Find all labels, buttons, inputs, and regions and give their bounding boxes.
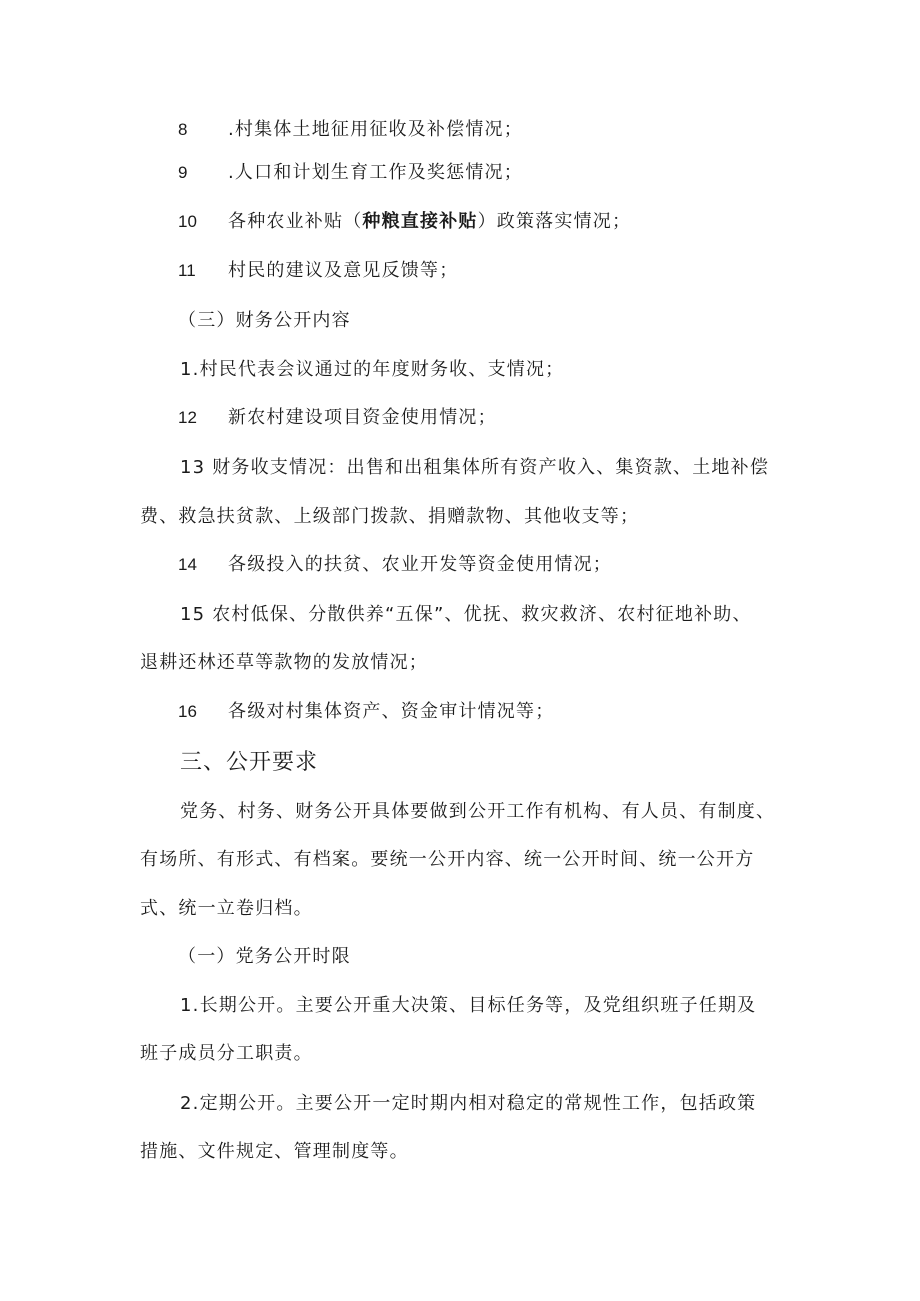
item-number: 9 xyxy=(178,163,188,182)
item-15-line-2: 退耕还林还草等款物的发放情况； xyxy=(140,652,428,673)
item-16 xyxy=(178,700,838,724)
item-12 xyxy=(178,406,838,430)
item-13-line-2: 费、救急扶贫款、上级部门拨款、捐赠款物、其他收支等； xyxy=(140,506,640,527)
item-text-part-c: ）政策落实情况； xyxy=(477,211,632,232)
regular-line-1: 2.定期公开。主要公开一定时期内相对稳定的常规性工作，包括政策 xyxy=(180,1093,757,1114)
item-text-bold: 种粮直接补贴 xyxy=(362,211,478,232)
item-number: 12 xyxy=(178,408,197,427)
subsection-party-title: （一）党务公开时限 xyxy=(178,946,351,967)
long-term-line-2: 班子成员分工职责。 xyxy=(140,1043,313,1064)
item-text: 新农村建设项目资金使用情况； xyxy=(228,407,497,428)
requirements-line-1: 党务、村务、财务公开具体要做到公开工作有机构、有人员、有制度、 xyxy=(180,801,776,822)
item-text: 各级投入的扶贫、农业开发等资金使用情况； xyxy=(228,554,612,575)
item-text: 村民的建议及意见反馈等； xyxy=(228,260,459,281)
item-8 xyxy=(178,118,838,142)
item-14 xyxy=(178,553,838,577)
item-text: 各级对村集体资产、资金审计情况等； xyxy=(228,701,555,722)
item-13-line-1: 13 财务收支情况：出售和出租集体所有资产收入、集资款、土地补偿 xyxy=(180,457,770,478)
requirements-line-3: 式、统一立卷归档。 xyxy=(140,898,313,919)
item-text: .村集体土地征用征收及补偿情况； xyxy=(228,119,523,140)
item-number: 14 xyxy=(178,555,197,574)
item-text: .人口和计划生育工作及奖惩情况； xyxy=(228,162,523,183)
item-number: 10 xyxy=(178,212,197,231)
finance-item-1: 1.村民代表会议通过的年度财务收、支情况； xyxy=(180,359,565,380)
item-number: 16 xyxy=(178,702,197,721)
long-term-line-1: 1.长期公开。主要公开重大决策、目标任务等，及党组织班子任期及 xyxy=(180,995,757,1016)
item-number: 11 xyxy=(178,261,196,280)
item-10 xyxy=(178,210,838,234)
section-heading: 三、公开要求 xyxy=(180,750,319,775)
regular-line-2: 措施、文件规定、管理制度等。 xyxy=(140,1141,409,1162)
item-11 xyxy=(178,259,838,283)
item-15-line-1: 15 农村低保、分散供养“五保”、优抚、救灾救济、农村征地补助、 xyxy=(180,604,752,625)
item-text-part-a: 各种农业补贴（ xyxy=(228,211,363,232)
subsection-finance-title: （三）财务公开内容 xyxy=(178,310,351,331)
item-number: 8 xyxy=(178,120,188,139)
item-9 xyxy=(178,161,838,185)
requirements-line-2: 有场所、有形式、有档案。要统一公开内容、统一公开时间、统一公开方 xyxy=(140,849,755,870)
